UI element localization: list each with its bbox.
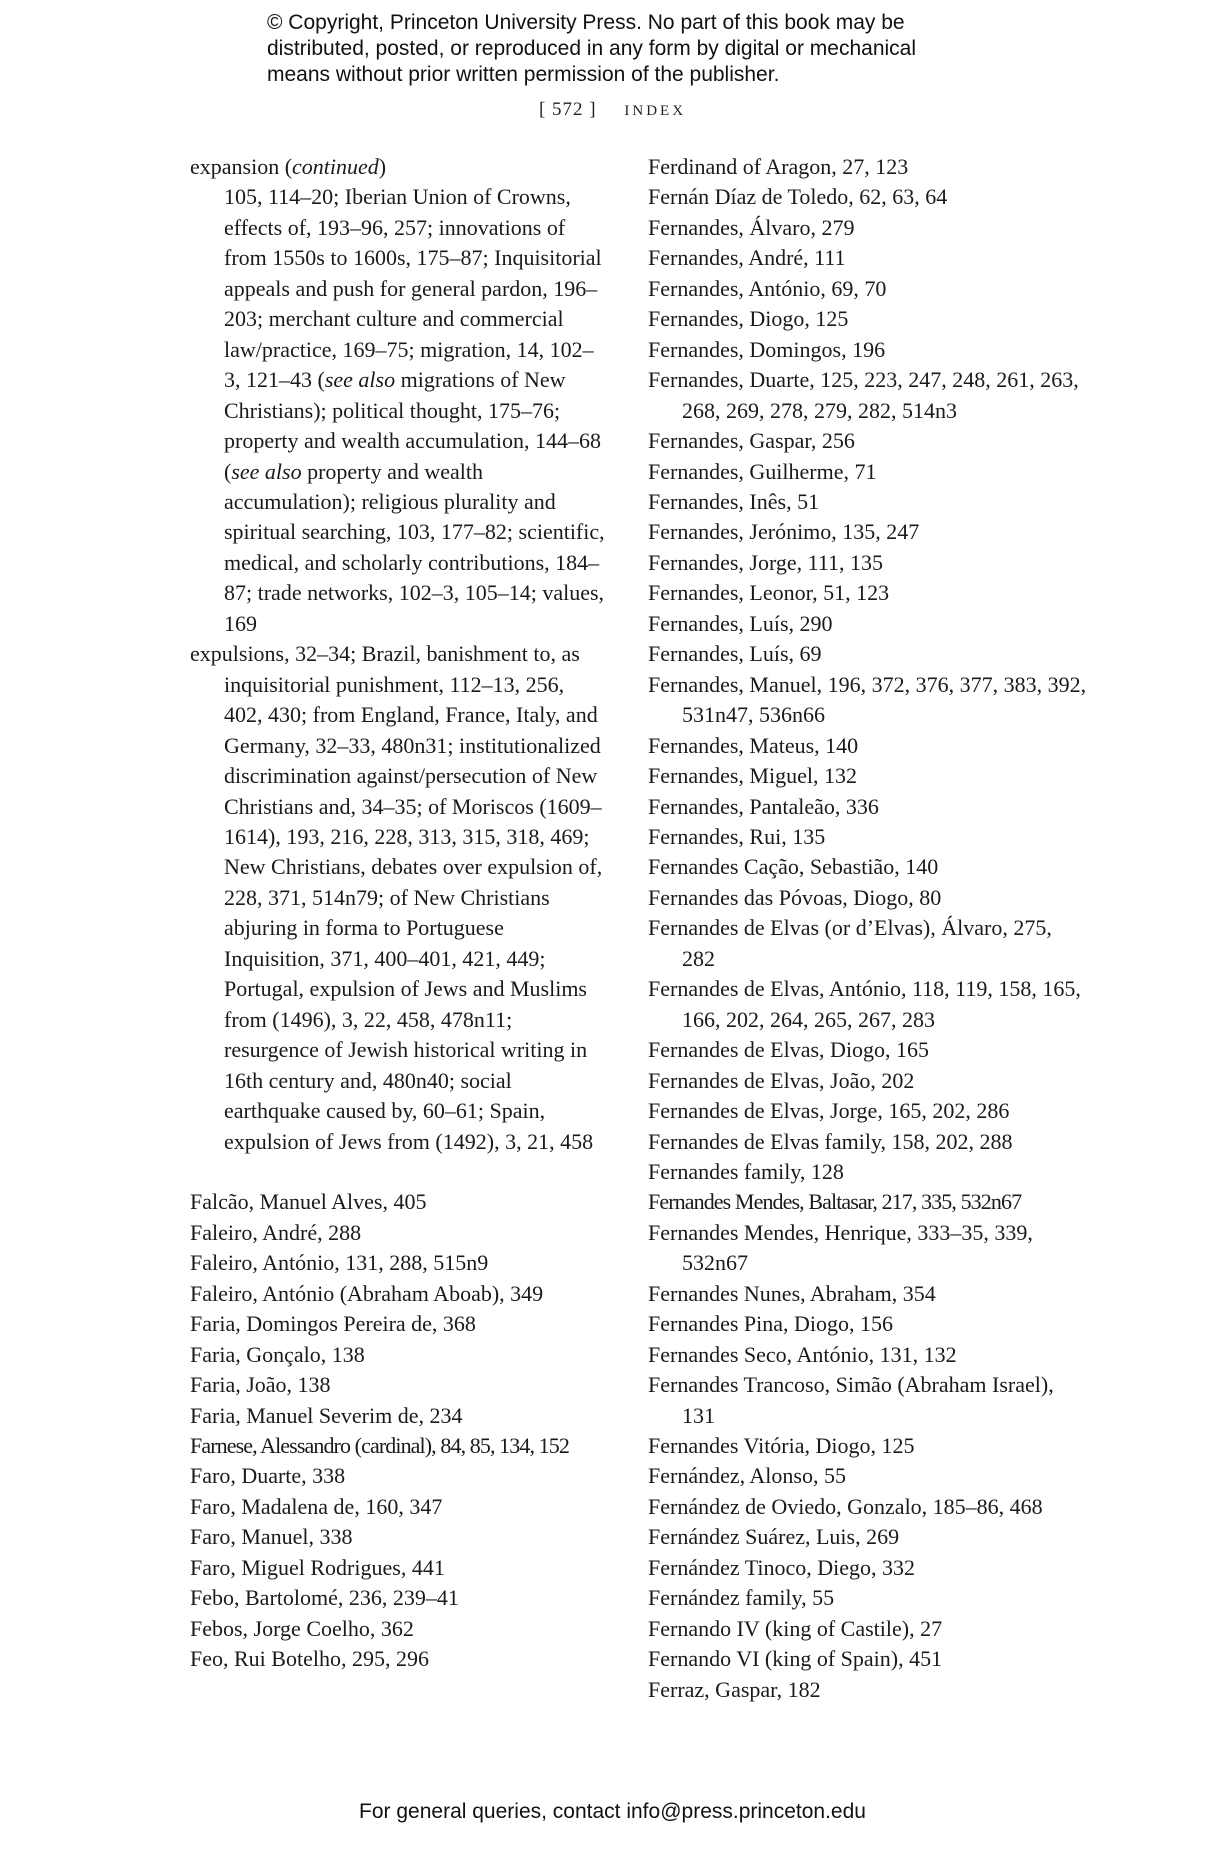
index-entry: Fernández, Alonso, 55 <box>648 1463 846 1489</box>
copyright-notice <box>267 10 1027 88</box>
index-entry: Fernando VI (king of Spain), 451 <box>648 1646 943 1672</box>
index-entry: Faria, Gonçalo, 138 <box>190 1341 365 1367</box>
index-entry: Fernandes de Elvas, João, 202 <box>648 1067 915 1093</box>
index-entry: Fernandes, Jerónimo, 135, 247 <box>648 519 920 545</box>
index-entry: Fernandes Mendes, Baltasar, 217, 335, 532n67 <box>648 1189 1022 1215</box>
index-entry: Fernandes, Mateus, 140 <box>648 732 859 758</box>
index-entry: Faria, Manuel Severim de, 234 <box>190 1402 463 1428</box>
section-title: index <box>624 96 687 120</box>
index-entry: Faleiro, André, 288 <box>190 1219 362 1245</box>
index-entry: Fernán Díaz de Toledo, 62, 63, 64 <box>648 184 948 210</box>
index-entry: Fernandes Trancoso, Simão (Abraham Israel), 131 <box>648 1372 1054 1428</box>
index-entry: Fernandes, Diogo, 125 <box>648 306 849 332</box>
index-entry: Fernandes Cação, Sebastião, 140 <box>648 854 939 880</box>
index-entry: Faleiro, António (Abraham Aboab), 349 <box>190 1280 544 1306</box>
index-entry-expulsions: expulsions, 32–34; Brazil, banishment to, as inquisitorial punishment, 112–13, 256, 402, 430; from England, France, Italy, and Germany, 32–33, 480n31; institutionalized discrimination against/persecution of New Christians and, 34–35; of Moriscos (1609–1614), 193, 216, 228, 313, 315, 318, 469; New Christians, debates over expulsion of, 228, 371, 514n79; of New Christians abjuring in forma to Portuguese Inquisition, 371, 400–401, 421, 449; Portugal, expulsion of Jews and Muslims from (1496), 3, 22, 458, 478n11; resurgence of Jewish historical writing in 16th century and, 480n40; social earthquake caused by, 60–61; Spain, expulsion of Jews from (1492), 3, 21, 458 <box>190 641 603 1154</box>
index-entry: Ferraz, Gaspar, 182 <box>648 1676 821 1702</box>
index-entry: Faleiro, António, 131, 288, 515n9 <box>190 1250 489 1276</box>
index-entry: Fernandes, Pantaleão, 336 <box>648 793 879 819</box>
index-column-right <box>648 152 1088 1705</box>
index-entry: Fernandes de Elvas (or d’Elvas), Álvaro, 275, 282 <box>648 915 1052 971</box>
index-entry: Fernández de Oviedo, Gonzalo, 185–86, 468 <box>648 1493 1043 1519</box>
index-entry: Fernandes, Jorge, 111, 135 <box>648 549 884 575</box>
index-entry: Fernandes, Inês, 51 <box>648 488 820 514</box>
index-entry: Fernández Suárez, Luis, 269 <box>648 1524 900 1550</box>
index-entry: Fernandes, André, 111 <box>648 245 846 271</box>
index-entry: Farnese, Alessandro (cardinal), 84, 85, 134, 152 <box>190 1433 569 1459</box>
index-entry: Fernandes de Elvas, Jorge, 165, 202, 286 <box>648 1098 1010 1124</box>
index-entry: Fernandes Nunes, Abraham, 354 <box>648 1280 936 1306</box>
index-entry: Fernandes, António, 69, 70 <box>648 275 887 301</box>
footer-contact: For general queries, contact info@press.princeton.edu <box>359 1800 866 1823</box>
index-entry: Falcão, Manuel Alves, 405 <box>190 1189 427 1215</box>
section-gap <box>190 1157 605 1187</box>
index-entries-f <box>190 1187 605 1674</box>
index-entry: Faro, Manuel, 338 <box>190 1524 353 1550</box>
index-entry: Fernandes, Rui, 135 <box>648 823 826 849</box>
page-number: [ 572 ] <box>538 99 597 120</box>
index-entry: Fernandes, Manuel, 196, 372, 376, 377, 383, 392, 531n47, 536n66 <box>648 671 1087 728</box>
index-entry: Faria, Domingos Pereira de, 368 <box>190 1311 476 1337</box>
index-entry: Fernández Tinoco, Diego, 332 <box>648 1554 916 1580</box>
index-entry: Fernandes, Guilherme, 71 <box>648 458 877 484</box>
index-entry: Fernandes, Gaspar, 256 <box>648 428 855 454</box>
index-entry: Fernández family, 55 <box>648 1585 835 1611</box>
index-entry: Febo, Bartolomé, 236, 239–41 <box>190 1585 459 1611</box>
index-entry: Fernandes, Miguel, 132 <box>648 763 857 789</box>
index-entry: Fernandes de Elvas, Diogo, 165 <box>648 1037 930 1063</box>
index-entry: Feo, Rui Botelho, 295, 296 <box>190 1646 429 1672</box>
index-entry: Fernandes, Duarte, 125, 223, 247, 248, 261, 263, 268, 269, 278, 279, 282, 514n3 <box>648 367 1079 423</box>
index-entry: Faria, João, 138 <box>190 1372 331 1398</box>
index-entry: Faro, Duarte, 338 <box>190 1463 346 1489</box>
index-entry: Faro, Miguel Rodrigues, 441 <box>190 1554 445 1580</box>
copyright-line: © Copyright, Princeton University Press. No part of this book may be <box>267 11 905 34</box>
index-entry: Faro, Madalena de, 160, 347 <box>190 1493 443 1519</box>
index-entry: Fernandes family, 128 <box>648 1158 844 1184</box>
index-entry: Fernandes Vitória, Diogo, 125 <box>648 1433 915 1459</box>
copyright-line: means without prior written permission of the publisher. <box>267 63 780 86</box>
index-entry: Fernandes Mendes, Henrique, 333–35, 339, 532n67 <box>648 1219 1033 1276</box>
index-entry: Fernandes Pina, Diogo, 156 <box>648 1311 894 1337</box>
index-entry: Fernando IV (king of Castile), 27 <box>648 1615 943 1641</box>
index-entry: Fernandes, Leonor, 51, 123 <box>648 580 890 606</box>
copyright-line: distributed, posted, or reproduced in any form by digital or mechanical <box>267 37 917 60</box>
index-entry-expansion: expansion (continued) 105, 114–20; Iberian Union of Crowns, effects of, 193–96, 257; innovations of from 1550s to 1600s, 175–87; Inquisitorial appeals and push for general pardon, 196–203; merchant culture and commercial law/practice, 169–75; migration, 14, 102–3, 121–43 (see also migrations of New Christians); political thought, 175–76; property and wealth accumulation, 144–68 (see also property and wealth accumulation); religious plurality and spiritual searching, 103, 177–82; scientific, medical, and scholarly contributions, 184–87; trade networks, 102–3, 105–14; values, 169 <box>190 154 605 636</box>
index-entry: Ferdinand of Aragon, 27, 123 <box>648 154 909 179</box>
index-entry: Fernandes, Domingos, 196 <box>648 336 886 362</box>
running-head <box>0 96 1225 121</box>
index-entry: Fernandes, Luís, 69 <box>648 641 822 667</box>
index-entry: Fernandes Seco, António, 131, 132 <box>648 1341 957 1367</box>
index-column-left <box>190 152 605 1675</box>
index-entry: Fernandes de Elvas family, 158, 202, 288 <box>648 1128 1013 1154</box>
index-entries-fer <box>648 152 1088 1705</box>
index-entry: Febos, Jorge Coelho, 362 <box>190 1615 414 1641</box>
index-entry: Fernandes, Luís, 290 <box>648 610 833 636</box>
index-entry: Fernandes das Póvoas, Diogo, 80 <box>648 884 942 910</box>
index-entry: Fernandes de Elvas, António, 118, 119, 158, 165, 166, 202, 264, 265, 267, 283 <box>648 976 1081 1032</box>
index-entry: Fernandes, Álvaro, 279 <box>648 214 855 240</box>
